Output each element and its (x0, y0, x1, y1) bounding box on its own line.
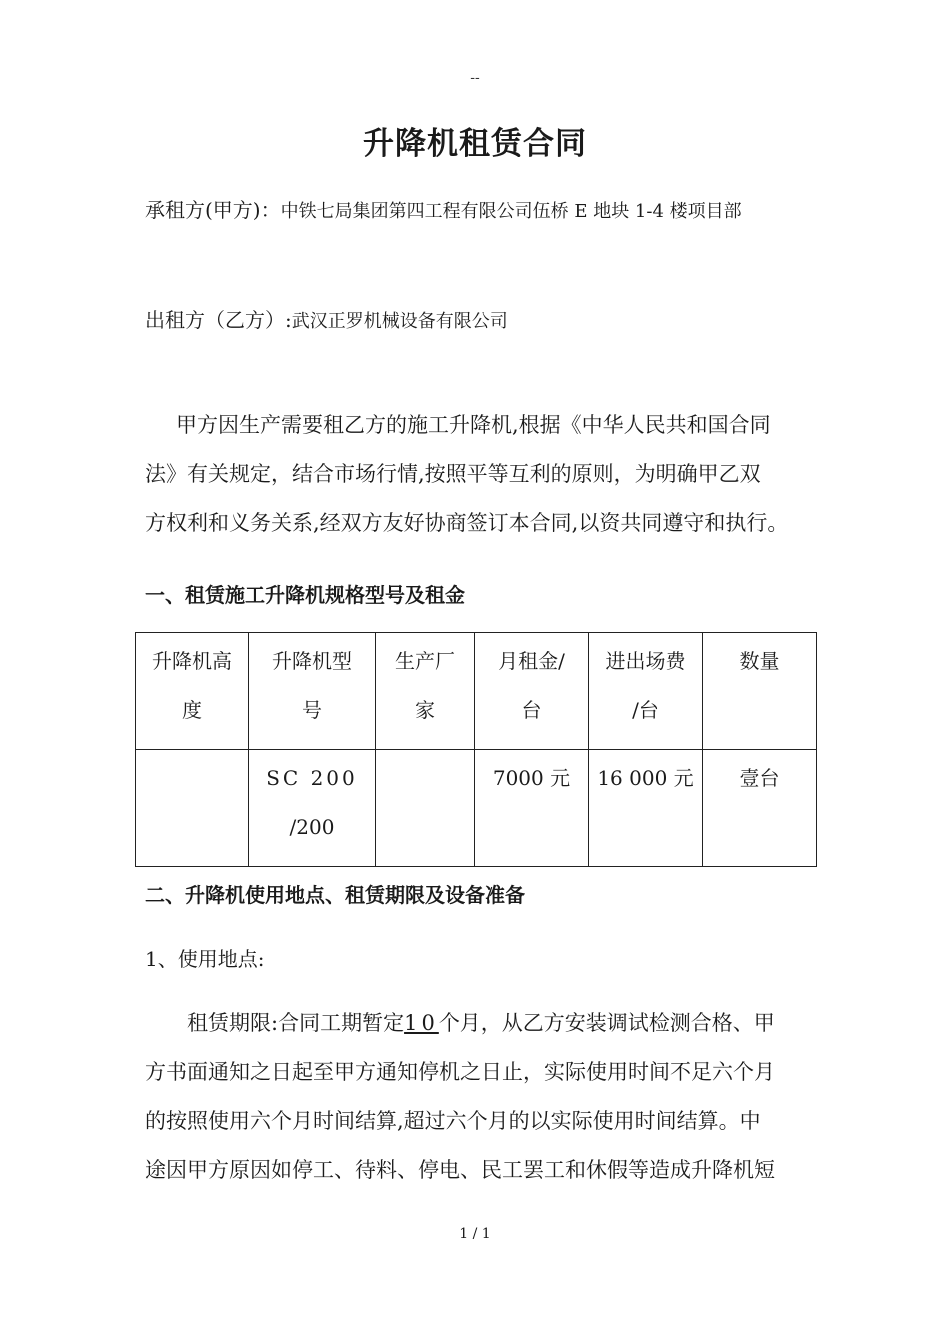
page-number: 1 / 1 (459, 1226, 491, 1242)
term-line: 的按照使用六个月时间结算,超过六个月的以实际使用时间结算。中 (145, 1109, 761, 1133)
term-line: 租赁期限:合同工期暂定10个月，从乙方安装调试检测合格、甲 (187, 1011, 775, 1035)
cell-height (136, 750, 249, 867)
lessor-line (145, 304, 508, 333)
document-title: 升降机租赁合同 (363, 126, 587, 162)
header-cell-height: 升降机高 度 (136, 633, 249, 750)
header-cell-transport-fee: 进出场费 /台 (589, 633, 703, 750)
header-cell-monthly-rent: 月租金/ 台 (475, 633, 589, 750)
header-cell-manufacturer: 生产厂 家 (376, 633, 475, 750)
header-mark: -- (470, 70, 480, 86)
intro-line: 法》有关规定，结合市场行情,按照平等互利的原则，为明确甲乙双 (145, 462, 761, 486)
term-months: 10 (404, 1011, 439, 1035)
lessee-name: 中铁七局集团第四工程有限公司伍桥 E 地块 1-4 楼项目部 (280, 201, 742, 222)
intro-line: 方权利和义务关系,经双方友好协商签订本合同,以资共同遵守和执行。 (145, 511, 789, 535)
header-cell-model: 升降机型 号 (249, 633, 376, 750)
term-paragraph (145, 999, 825, 1195)
cell-transport-fee: 16 000 元 (589, 750, 703, 867)
cell-manufacturer (376, 750, 475, 867)
term-line: 途因甲方原因如停工、待料、停电、民工罢工和休假等造成升降机短 (145, 1158, 775, 1182)
item-1-usage-location: 1、使用地点: (145, 947, 265, 971)
cell-model: SC 200 /200 (249, 750, 376, 867)
lessor-label: 出租方（乙方）: (145, 308, 292, 332)
lessee-label: 承租方(甲方)： (145, 198, 281, 222)
intro-paragraph (145, 401, 825, 548)
term-line: 方书面通知之日起至甲方通知停机之日止，实际使用时间不足六个月 (145, 1060, 775, 1084)
cell-monthly-rent: 7000 元 (475, 750, 589, 867)
cell-quantity: 壹台 (703, 750, 817, 867)
table-header-row (136, 633, 817, 750)
spec-table (135, 632, 817, 867)
section-1-heading: 一、租赁施工升降机规格型号及租金 (145, 583, 465, 607)
header-cell-quantity: 数量 (703, 633, 817, 750)
table-row (136, 750, 817, 867)
intro-line: 甲方因生产需要租乙方的施工升降机,根据《中华人民共和国合同 (176, 413, 771, 437)
lessee-line (145, 194, 742, 223)
section-2-heading: 二、升降机使用地点、租赁期限及设备准备 (145, 883, 525, 907)
lessor-name: 武汉正罗机械设备有限公司 (291, 311, 508, 332)
